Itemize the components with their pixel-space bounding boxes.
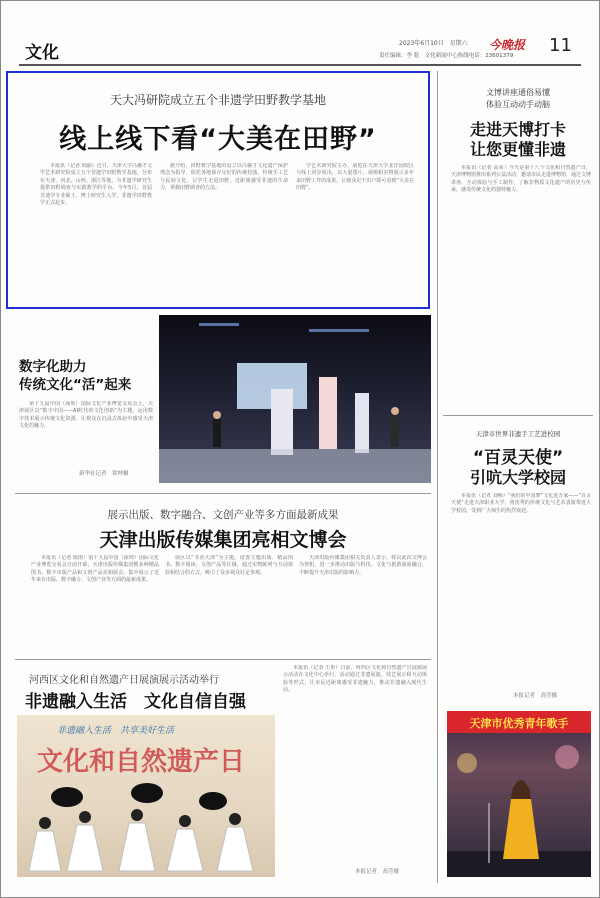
visitor-2-head <box>391 407 399 415</box>
dancers-illustration <box>17 775 275 877</box>
issue-date <box>399 38 468 47</box>
gallery-floor <box>159 449 431 483</box>
display-panel-3 <box>355 393 369 453</box>
digital-summary <box>19 401 153 463</box>
heritage-kicker: 河西区文化和自然遗产日展演展示活动举行 <box>29 675 219 686</box>
fan-3 <box>199 792 227 810</box>
digital-story <box>15 355 157 493</box>
rule-heritage-top <box>15 659 431 660</box>
publishing-text-1: 本报讯（记者 陈雨）第十九届中国（深圳）国际文化产业博览交易会日前开幕，天津出版传媒集团携多种精品图书、数字出版产品和文创产品亮相展会，集中展示了近年来在出版、数字融合、文创产业等方面的最新成果。 <box>31 555 159 584</box>
stage-light-2 <box>555 745 579 769</box>
lead-text-2: 据介绍，田野教学基地的设立以冯骥才文化遗产保护理念为指导，依托各地保存完好的传统村落、传统手工艺与民间文化，让学生走进田野，近距离感受非遗的生命力，掌握田野调查的方法。 <box>160 163 288 192</box>
rule-publishing-top <box>15 493 431 494</box>
masthead <box>1 1 599 67</box>
dancer-2-head <box>79 811 91 823</box>
publishing-column-2 <box>165 555 293 655</box>
lead-column-2 <box>160 163 288 303</box>
tianbo-kicker-2: 体验互动动手动脑 <box>486 100 550 109</box>
dancer-2 <box>67 825 103 871</box>
publishing-kicker: 展示出版、数字融合、文创产业等多方面最新成果 <box>107 509 339 521</box>
dancer-4 <box>167 829 203 871</box>
tianbo-kicker-1: 文博讲座通俗易懂 <box>486 88 550 97</box>
tianbo-headline-1: 走进天博打卡 <box>469 120 566 139</box>
fan-1 <box>51 787 83 807</box>
ambassador-kicker: 天津市世界非遗手工艺进校园 <box>475 430 561 438</box>
masthead-rule <box>19 64 581 66</box>
section-name: 文化 <box>25 43 59 63</box>
publishing-text-2: 展区以“书香天津”为主题，设置主题出版、精品图书、数字阅读、文创产品等区域，通过实物陈列与互动体验相结合的方式，吸引了众多观众驻足参观。 <box>165 555 293 576</box>
dancer-3 <box>119 823 155 871</box>
fan-2 <box>131 783 163 803</box>
tianbo-story <box>443 71 593 401</box>
digital-headline-1: 数字化助力 <box>19 359 87 375</box>
ambassador-headline-1: “百灵天使” <box>472 448 564 468</box>
heritage-body <box>283 665 427 861</box>
heritage-photo-caption: 非遗融入生活 共享美好生活 <box>57 726 175 736</box>
publishing-headline: 天津出版传媒集团亮相文博会 <box>99 529 347 551</box>
heritage-text: 本报讯（记者 王彤）日前，河西区文化和自然遗产日展演展示活动在文化中心举行，活动通过非遗展演、技艺展示和互动体验等形式，让市民近距离感受非遗魅力，推动非遗融入现代生活。 <box>283 665 427 694</box>
ambassador-body <box>451 493 591 683</box>
dancer-4-head <box>179 815 191 827</box>
lead-headline: 线上线下看“大美在田野” <box>59 124 377 155</box>
display-panel-1 <box>271 389 293 455</box>
lead-story <box>6 71 430 309</box>
dancer-5 <box>217 827 253 871</box>
ceiling-light-1 <box>199 323 239 326</box>
display-panel-2 <box>319 377 337 449</box>
tianbo-text: 本报讯（记者 高荣）今天是第十八个文化和自然遗产日，天津博物馆推出系列公益活动，邀请市民走进博物馆，通过文博讲座、互动体验与手工制作，了解非物质文化遗产的历史与传承，感受传统文化的独特魅力。 <box>451 165 591 194</box>
ambassador-story <box>443 419 593 709</box>
singer-hair <box>511 780 531 799</box>
page-number: 11 <box>549 35 572 56</box>
visitor-2-body <box>391 415 399 447</box>
publishing-column-1 <box>31 555 159 655</box>
contest-photo <box>447 711 591 877</box>
ceiling-light-2 <box>309 329 369 332</box>
right-column-divider <box>437 71 438 883</box>
heritage-byline: 本报记者 高莹摄 <box>355 869 400 875</box>
digital-text: 第十九届中国（深圳）国际文化产业博览交易会上，天津展区以“数字中国——AI时代的文化创新”为主题，运用数字技术展示传统文化资源，让观众在沉浸式体验中感受天津文化的魅力。 <box>19 401 153 430</box>
lead-column-3 <box>296 163 414 303</box>
heritage-photo <box>17 715 275 877</box>
lead-column-1 <box>40 163 152 303</box>
digital-photo <box>159 315 431 483</box>
singer-dress <box>503 799 539 859</box>
tianbo-body <box>451 165 591 397</box>
exhibition-hall-illustration <box>159 315 431 483</box>
visitor-1-head <box>213 411 221 419</box>
digital-byline: 新华社记者 常坤摄 <box>79 471 129 477</box>
publishing-column-3 <box>299 555 427 655</box>
dancer-1 <box>29 831 61 871</box>
publishing-text-3: 天津出版传媒集团相关负责人表示，将以此次文博会为契机，进一步推动出版与科技、文化与旅游深度融合，不断提升天津出版的影响力。 <box>299 555 427 576</box>
contest-banner: 天津市优秀青年歌手 <box>469 717 569 730</box>
dancer-1-head <box>39 817 51 829</box>
lead-text-1: 本报讯（记者 阎丽）近日，天津大学冯骥才文学艺术研究院成立五个非遗学田野教学基地，分布在天津、河北、山西、浙江等地，为非遗学研究生提供田野调查与实践教学的平台。今年5月，首届非遗学专业硕士、博士研究生入学，非遗学田野教学正式起步。 <box>40 163 152 207</box>
lead-text-3: 学艺术研究院主办，展览在天津大学北洋园校区与线上同步展出，以大量图片、视频和实物展示多年来田野工作的成果，让观众足不出户即可看到“大美在田野”。 <box>296 163 414 192</box>
stage-light-1 <box>457 753 477 773</box>
digital-headline-2: 传统文化“活”起来 <box>19 377 132 393</box>
lead-kicker: 天大冯研院成立五个非遗学田野教学基地 <box>109 93 326 107</box>
date: 2023年6月10日 <box>399 40 444 47</box>
ambassador-text: 本报讯（记者 刘畅）“我们的中国梦”文化进万家——“百灵天使”走进天津职业大学，将优秀的传统文化与艺术表演带进大学校园，受到广大师生的热烈欢迎。 <box>451 493 591 514</box>
dancer-3-head <box>131 809 143 821</box>
paper-logo: 今晚报 <box>489 38 526 52</box>
editor-line: 责任编辑：李 乾 文化新闻中心热线电话：23601379 <box>379 53 514 59</box>
visitor-1-body <box>213 419 221 447</box>
ambassador-headline-2: 引吭大学校园 <box>469 468 566 487</box>
heritage-photo-banner: 文化和自然遗产日 <box>37 747 246 777</box>
right-rule-1 <box>443 415 593 416</box>
stage-illustration <box>447 733 591 877</box>
weekday: 星期六 <box>449 40 468 47</box>
tianbo-headline-2: 让您更懂非遗 <box>469 140 566 159</box>
ambassador-byline: 本报记者 高莹摄 <box>513 693 558 699</box>
dancer-5-head <box>229 813 241 825</box>
publishing-story <box>15 497 431 657</box>
heritage-headline: 非遗融入生活 文化自信自强 <box>25 692 246 712</box>
heritage-story <box>15 661 431 883</box>
